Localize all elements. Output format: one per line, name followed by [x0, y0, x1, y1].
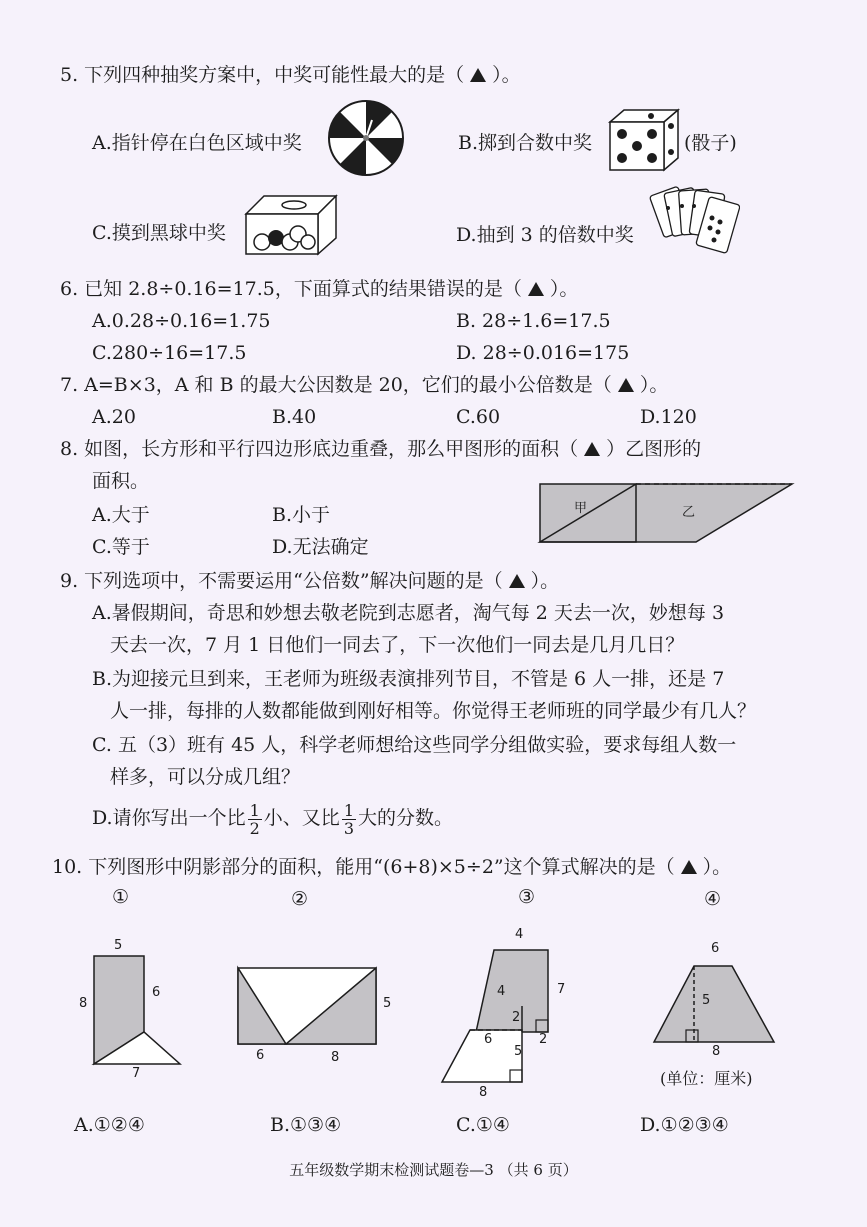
- q10-figure-number-3: ③: [518, 886, 536, 908]
- q10-f3-label-mid: 4: [497, 984, 506, 999]
- q10-f1-label-left: 8: [79, 996, 88, 1011]
- q10-figure-3: [436, 944, 554, 1090]
- q6-stem: 6. 已知 2.8÷0.16=17.5，下面算式的结果错误的是（ ）。: [60, 278, 579, 300]
- q10-figure-1: [90, 952, 186, 1068]
- q7-option-d: D.120: [640, 406, 697, 428]
- q10-figure-4: [650, 960, 780, 1046]
- q10-f3-label-five: 5: [514, 1044, 523, 1059]
- q6-option-b: B. 28÷1.6=17.5: [456, 310, 611, 332]
- q10-f3-label-two-a: 2: [512, 1010, 521, 1025]
- q5-option-a: A.指针停在白色区域中奖: [92, 132, 302, 154]
- q10-f1-label-bottom: 7: [132, 1066, 141, 1081]
- q10-option-c: C.①④: [456, 1114, 510, 1136]
- dice-icon: [606, 106, 682, 174]
- q10-f4-label-top: 6: [711, 941, 720, 956]
- q9-option-a-line2: 天去一次，7 月 1 日他们一同去了，下一次他们一同去是几月几日？: [110, 634, 685, 656]
- q9-option-b-line1: B.为迎接元旦到来，王老师为班级表演排列节目，不管是 6 人一排，还是 7: [92, 668, 725, 690]
- q9-stem: 9. 下列选项中，不需要运用“公倍数”解决问题的是（ ）。: [60, 570, 560, 592]
- q10-f4-label-mid: 5: [702, 993, 711, 1008]
- q8-option-d: D.无法确定: [272, 536, 369, 558]
- q10-option-a: A.①②④: [74, 1114, 145, 1136]
- q10-f3-label-right: 7: [557, 982, 566, 997]
- q10-f4-label-bottom: 8: [712, 1044, 721, 1059]
- answer-triangle-icon: [681, 860, 697, 874]
- page-footer: 五年级数学期末检测试题卷—3 （共 6 页）: [289, 1161, 578, 1179]
- q6-option-a: A.0.28÷0.16=1.75: [92, 310, 271, 332]
- q10-stem: 10. 下列图形中阴影部分的面积，能用“(6+8)×5÷2”这个算式解决的是（ ）。: [52, 856, 732, 878]
- spinner-wheel-icon: [326, 98, 406, 178]
- q10-f3-label-top: 4: [515, 927, 524, 942]
- q9-option-d: D.请你写出一个比 $\frac{1}{2}$ 小、又比 $\frac{1}{3}$ 大的分数。: [92, 800, 454, 838]
- q8-option-b: B.小于: [272, 504, 331, 526]
- q10-figure-number-4: ④: [704, 888, 722, 910]
- q7-option-c: C.60: [456, 406, 501, 428]
- q9-option-c-line1: C. 五（3）班有 45 人，科学老师想给这些同学分组做实验，要求每组人数一: [92, 734, 737, 756]
- q10-f1-label-top: 5: [114, 938, 123, 953]
- fraction-one-half: $\frac{1}{2}$: [249, 800, 260, 838]
- q7-option-a: A.20: [92, 406, 136, 428]
- ball-box-icon: [242, 192, 340, 258]
- q8-option-c: C.等于: [92, 536, 150, 558]
- q8-fig-label-jia: 甲: [574, 501, 588, 516]
- answer-triangle-icon: [584, 442, 600, 456]
- q10-f2-label-right: 5: [383, 996, 392, 1011]
- q7-stem: 7. A=B×3，A 和 B 的最大公因数是 20，它们的最小公倍数是（ ）。: [60, 374, 669, 396]
- q10-unit-note: (单位：厘米): [660, 1069, 753, 1088]
- q8-fig-label-yi: 乙: [682, 505, 696, 520]
- q5-dice-note: (骰子): [684, 132, 737, 154]
- q6-option-c: C.280÷16=17.5: [92, 342, 247, 364]
- q9-option-b-line2: 人一排，每排的人数都能做到刚好相等。你觉得王老师班的同学最少有几人？: [110, 700, 757, 722]
- q6-option-d: D. 28÷0.016=175: [456, 342, 630, 364]
- q10-figure-2: [234, 964, 380, 1048]
- q5-option-d: D.抽到 3 的倍数中奖: [456, 224, 634, 246]
- q8-stem: 8. 如图，长方形和平行四边形底边重叠，那么甲图形的面积（ ）乙图形的: [60, 438, 702, 460]
- q9-option-a-line1: A.暑假期间，奇思和妙想去敬老院到志愿者，淘气每 2 天去一次，妙想每 3: [92, 602, 725, 624]
- fraction-one-third: $\frac{1}{3}$: [343, 800, 354, 838]
- q9-option-c-line2: 样多，可以分成几组？: [110, 766, 301, 788]
- q10-f3-label-six: 6: [484, 1032, 493, 1047]
- playing-cards-icon: [648, 180, 740, 264]
- answer-triangle-icon: [618, 378, 634, 392]
- q5-stem: 5. 下列四种抽奖方案中，中奖可能性最大的是（ ）。: [60, 64, 521, 86]
- q10-f1-label-right: 6: [152, 985, 161, 1000]
- q10-option-b: B.①③④: [270, 1114, 342, 1136]
- q10-f2-label-bottom-left: 6: [256, 1048, 265, 1063]
- q5-option-b: B.掷到合数中奖: [458, 132, 593, 154]
- q10-option-d: D.①②③④: [640, 1114, 729, 1136]
- q10-figure-number-2: ②: [291, 888, 309, 910]
- q7-option-b: B.40: [272, 406, 317, 428]
- answer-triangle-icon: [470, 68, 486, 82]
- q10-f3-label-bottom: 8: [479, 1085, 488, 1100]
- q5-option-c: C.摸到黑球中奖: [92, 222, 226, 244]
- q10-f2-label-bottom-right: 8: [331, 1050, 340, 1065]
- answer-triangle-icon: [509, 574, 525, 588]
- answer-triangle-icon: [528, 282, 544, 296]
- q8-stem-cont: 面积。: [92, 470, 150, 492]
- q10-figure-number-1: ①: [112, 886, 130, 908]
- q10-f3-label-two-b: 2: [539, 1032, 548, 1047]
- q8-option-a: A.大于: [92, 504, 150, 526]
